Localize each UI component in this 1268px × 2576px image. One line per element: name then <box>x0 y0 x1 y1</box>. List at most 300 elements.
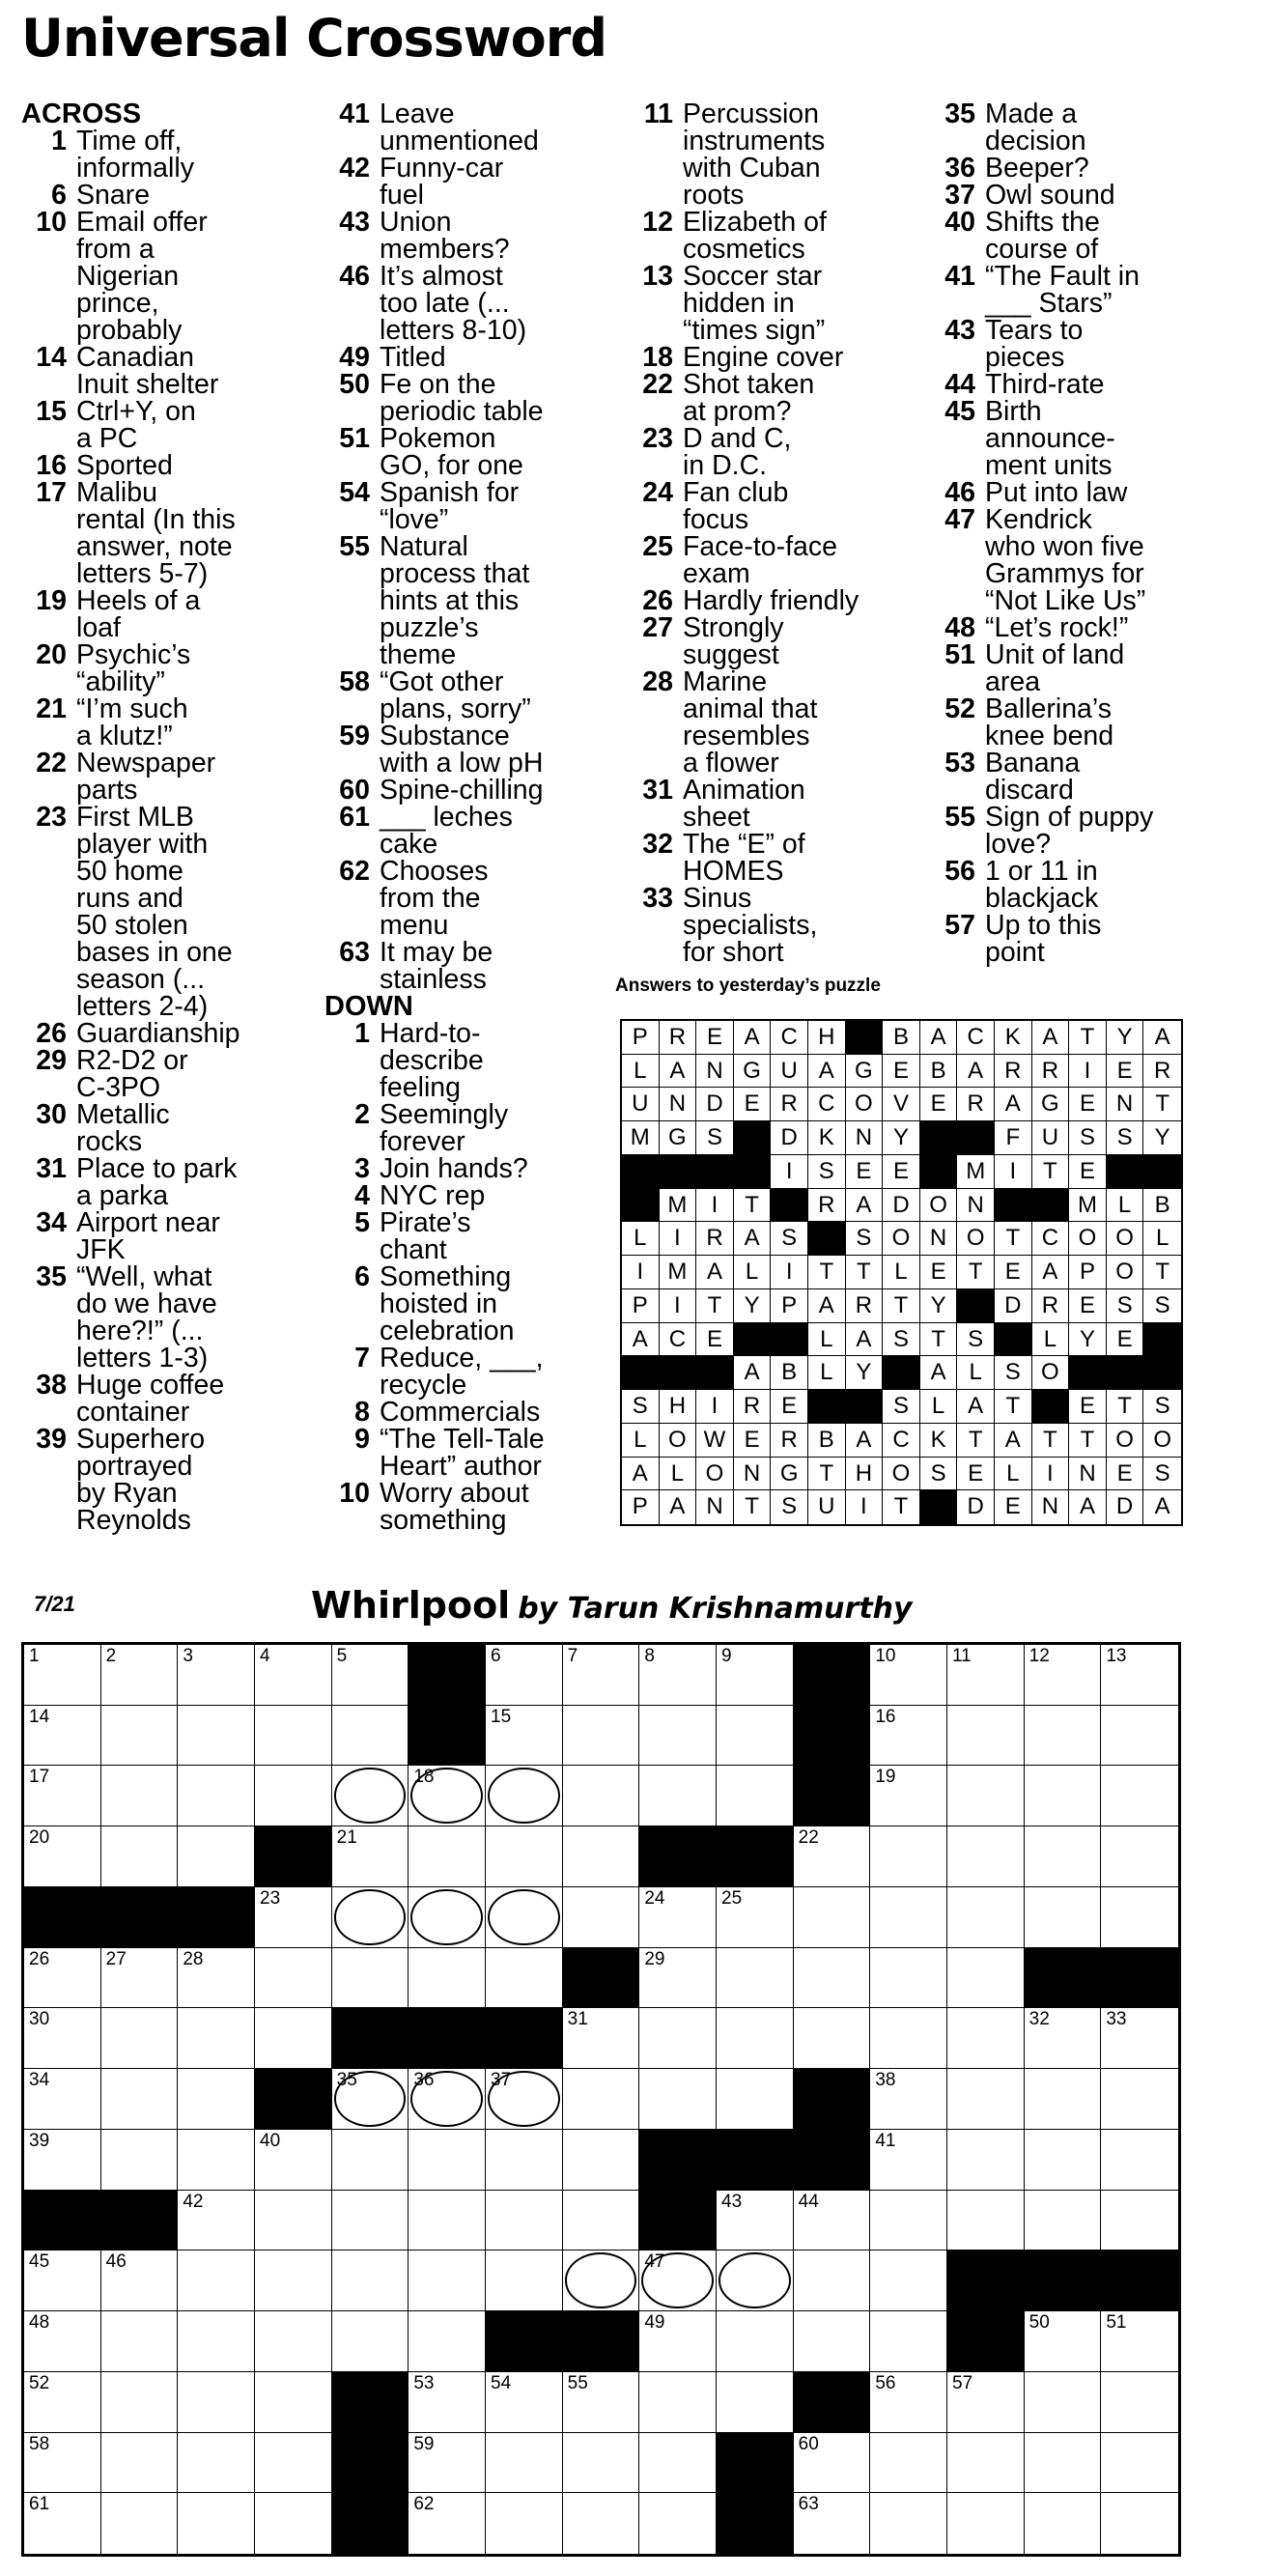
answer-cell: Y <box>920 1289 958 1323</box>
clue-item <box>21 1209 316 1263</box>
grid-cell[interactable] <box>1101 2493 1178 2554</box>
grid-block <box>563 2311 640 2372</box>
grid-cell[interactable] <box>486 1766 563 1826</box>
grid-cell[interactable] <box>255 2372 332 2433</box>
grid-cell[interactable] <box>1101 1826 1178 1887</box>
grid-cell[interactable] <box>101 1645 179 1706</box>
grid-cell[interactable] <box>178 2008 255 2069</box>
grid-cell[interactable] <box>639 2433 717 2494</box>
grid-cell[interactable] <box>947 2069 1025 2130</box>
clue-number: 6 <box>51 180 67 211</box>
grid-cell[interactable] <box>717 1645 794 1706</box>
grid-cell[interactable] <box>409 2493 486 2554</box>
grid-cell[interactable] <box>24 2250 101 2311</box>
grid-cell[interactable] <box>1101 1645 1178 1706</box>
grid-cell[interactable] <box>563 1766 640 1826</box>
grid-cell[interactable] <box>178 2433 255 2494</box>
grid-cell[interactable] <box>255 1766 332 1826</box>
grid-cell[interactable] <box>101 1948 179 2009</box>
grid-cell[interactable] <box>794 1887 871 1948</box>
clue-text: Time off, informally <box>76 126 194 184</box>
grid-cell[interactable] <box>563 1887 640 1948</box>
grid-cell[interactable] <box>255 2493 332 2554</box>
cell-number: 45 <box>29 2251 50 2273</box>
grid-cell[interactable] <box>717 1766 794 1826</box>
grid-cell[interactable] <box>794 2493 871 2554</box>
grid-cell[interactable] <box>332 2130 409 2191</box>
answer-cell: T <box>1143 1256 1181 1289</box>
grid-cell[interactable] <box>870 2433 947 2494</box>
grid-cell[interactable] <box>1025 2130 1102 2191</box>
grid-cell[interactable] <box>1101 2069 1178 2130</box>
clue-column-3 <box>628 100 922 966</box>
grid-cell[interactable] <box>332 2191 409 2251</box>
grid-cell[interactable] <box>24 1766 101 1826</box>
clue-item <box>628 100 922 209</box>
clue-item <box>324 263 619 344</box>
clue-text: Third-rate <box>985 369 1105 400</box>
grid-cell[interactable] <box>1101 2433 1178 2494</box>
grid-cell[interactable] <box>101 2311 179 2372</box>
clue-number: 7 <box>354 1343 370 1373</box>
grid-cell[interactable] <box>1025 2069 1102 2130</box>
answer-cell: C <box>1032 1222 1070 1256</box>
cell-number: 52 <box>29 2372 50 2393</box>
grid-block <box>794 1706 871 1767</box>
grid-cell[interactable] <box>947 2372 1025 2433</box>
clue-item <box>930 155 1258 182</box>
grid-cell[interactable] <box>332 1706 409 1767</box>
grid-cell[interactable] <box>870 2250 947 2311</box>
grid-cell[interactable] <box>332 2311 409 2372</box>
grid-cell[interactable] <box>1025 1706 1102 1767</box>
grid-cell[interactable] <box>409 2069 486 2130</box>
grid-cell[interactable] <box>255 1706 332 1767</box>
grid-cell[interactable] <box>486 1948 563 2009</box>
grid-cell[interactable] <box>332 2069 409 2130</box>
grid-cell[interactable] <box>1101 1887 1178 1948</box>
clue-number: 51 <box>944 639 975 670</box>
clue-item <box>930 804 1258 858</box>
grid-cell[interactable] <box>639 1706 717 1767</box>
grid-cell[interactable] <box>409 1826 486 1887</box>
answer-cell: G <box>771 1458 808 1491</box>
grid-cell[interactable] <box>24 1645 101 1706</box>
clue-number: 12 <box>642 207 673 238</box>
grid-cell[interactable] <box>947 2493 1025 2554</box>
grid-cell[interactable] <box>794 2311 871 2372</box>
clue-text: Fan club focus <box>683 477 789 535</box>
answer-cell: R <box>1143 1055 1181 1089</box>
grid-cell[interactable] <box>24 2130 101 2191</box>
grid-cell[interactable] <box>101 2433 179 2494</box>
cell-number: 15 <box>491 1706 512 1727</box>
clue-text: Birth announce- ment units <box>985 396 1115 481</box>
grid-cell[interactable] <box>794 2433 871 2494</box>
grid-cell[interactable] <box>409 1887 486 1948</box>
answer-cell: A <box>1154 1493 1170 1520</box>
grid-cell[interactable] <box>332 1948 409 2009</box>
grid-cell[interactable] <box>639 1766 717 1826</box>
grid-cell[interactable] <box>255 2130 332 2191</box>
grid-cell[interactable] <box>870 2493 947 2554</box>
grid-cell[interactable] <box>486 2372 563 2433</box>
grid-cell[interactable] <box>947 2130 1025 2191</box>
clue-item <box>628 668 922 777</box>
grid-cell[interactable] <box>870 2130 947 2191</box>
grid-cell[interactable] <box>409 2130 486 2191</box>
grid-cell[interactable] <box>486 1645 563 1706</box>
answer-cell: E <box>1107 1458 1144 1491</box>
answer-cell: O <box>1107 1424 1144 1458</box>
clue-text: NYC rep <box>380 1180 486 1211</box>
grid-cell[interactable] <box>870 2372 947 2433</box>
answer-cell: M <box>957 1155 995 1189</box>
answer-cell: L <box>1143 1222 1181 1256</box>
grid-cell[interactable] <box>794 2008 871 2069</box>
answer-block <box>920 1155 958 1189</box>
grid-cell[interactable] <box>486 2493 563 2554</box>
grid-cell[interactable] <box>794 2191 871 2251</box>
grid-cell[interactable] <box>101 2493 179 2554</box>
grid-cell[interactable] <box>563 2130 640 2191</box>
grid-cell[interactable] <box>639 2372 717 2433</box>
grid-cell[interactable] <box>639 2493 717 2554</box>
grid-cell[interactable] <box>717 2008 794 2069</box>
grid-cell[interactable] <box>332 1826 409 1887</box>
grid-cell[interactable] <box>1101 2130 1178 2191</box>
grid-cell[interactable] <box>101 1706 179 1767</box>
clue-number: 5 <box>354 1207 370 1238</box>
grid-cell[interactable] <box>24 1706 101 1767</box>
grid-cell[interactable] <box>486 2433 563 2494</box>
grid-cell[interactable] <box>717 2069 794 2130</box>
grid-cell[interactable] <box>24 2372 101 2433</box>
answer-cell: T <box>808 1458 846 1491</box>
grid-block <box>332 2008 409 2069</box>
grid-cell[interactable] <box>717 2250 794 2311</box>
grid-cell[interactable] <box>870 1887 947 1948</box>
grid-block <box>1101 2250 1178 2311</box>
grid-cell[interactable] <box>101 2372 179 2433</box>
grid-cell[interactable] <box>870 1645 947 1706</box>
grid-cell[interactable] <box>1025 2311 1102 2372</box>
grid-cell[interactable] <box>332 1766 409 1826</box>
grid-cell[interactable] <box>486 1706 563 1767</box>
grid-cell[interactable] <box>870 2008 947 2069</box>
clue-item <box>930 263 1258 317</box>
answer-cell: I <box>771 1256 808 1289</box>
puzzle-author: by Tarun Krishnamurthy <box>518 1592 913 1626</box>
clue-text: Leave unmentioned <box>380 99 539 156</box>
grid-cell[interactable] <box>1025 2433 1102 2494</box>
grid-cell[interactable] <box>1025 1766 1102 1826</box>
clue-number: 28 <box>642 666 673 697</box>
grid-cell[interactable] <box>178 1706 255 1767</box>
answer-cell: A <box>622 1458 660 1491</box>
grid-cell[interactable] <box>1101 2311 1178 2372</box>
clue-number: 50 <box>339 369 370 400</box>
answer-cell: P <box>622 1490 660 1524</box>
answer-cell: Y <box>1069 1323 1107 1357</box>
grid-cell[interactable] <box>639 2250 717 2311</box>
grid-block <box>101 2191 179 2251</box>
grid-cell[interactable] <box>563 2493 640 2554</box>
grid-cell[interactable] <box>101 2069 179 2130</box>
grid-cell[interactable] <box>717 1706 794 1767</box>
grid-cell[interactable] <box>178 2372 255 2433</box>
grid-cell[interactable] <box>639 1887 717 1948</box>
grid-cell[interactable] <box>24 2069 101 2130</box>
clue-column-1 <box>21 100 316 1534</box>
grid-cell[interactable] <box>563 2069 640 2130</box>
grid-cell[interactable] <box>717 2372 794 2433</box>
grid-cell[interactable] <box>178 2130 255 2191</box>
answer-cell: A <box>660 1055 697 1089</box>
grid-cell[interactable] <box>1025 2008 1102 2069</box>
grid-cell[interactable] <box>178 2493 255 2554</box>
clue-item <box>21 182 316 209</box>
grid-cell[interactable] <box>563 2433 640 2494</box>
grid-cell[interactable] <box>486 2130 563 2191</box>
clue-number: 3 <box>354 1153 370 1184</box>
clue-item <box>21 1101 316 1155</box>
answer-block <box>957 1121 995 1155</box>
clue-item <box>930 182 1258 209</box>
clue-item <box>930 479 1258 506</box>
clue-number: 46 <box>944 477 975 508</box>
grid-cell[interactable] <box>255 2311 332 2372</box>
clue-number: 22 <box>642 369 673 400</box>
grid-cell[interactable] <box>178 2069 255 2130</box>
cell-number: 48 <box>29 2312 50 2334</box>
grid-cell[interactable] <box>639 1948 717 2009</box>
grid-cell[interactable] <box>947 1826 1025 1887</box>
clue-text: Ctrl+Y, on a PC <box>76 396 196 454</box>
grid-cell[interactable] <box>717 2311 794 2372</box>
grid-cell[interactable] <box>563 2191 640 2251</box>
answer-block <box>1143 1323 1181 1357</box>
grid-cell[interactable] <box>409 1766 486 1826</box>
grid-cell[interactable] <box>332 1887 409 1948</box>
answer-cell: E <box>995 1490 1032 1524</box>
grid-cell[interactable] <box>717 1887 794 1948</box>
grid-cell[interactable] <box>486 2191 563 2251</box>
clue-item <box>324 100 619 155</box>
grid-cell[interactable] <box>409 2372 486 2433</box>
grid-cell[interactable] <box>870 2311 947 2372</box>
grid-cell[interactable] <box>24 2311 101 2372</box>
grid-cell[interactable] <box>794 2250 871 2311</box>
puzzle-header <box>311 1584 913 1627</box>
cell-number: 47 <box>644 2251 665 2273</box>
grid-cell[interactable] <box>563 2250 640 2311</box>
clue-text: Commercials <box>380 1397 541 1428</box>
cell-number: 27 <box>105 1948 127 1969</box>
grid-cell[interactable] <box>332 2250 409 2311</box>
grid-cell[interactable] <box>870 2191 947 2251</box>
cell-number: 36 <box>413 2070 435 2091</box>
grid-cell[interactable] <box>870 2069 947 2130</box>
grid-cell[interactable] <box>409 2311 486 2372</box>
grid-block <box>1025 2250 1102 2311</box>
grid-cell[interactable] <box>255 2191 332 2251</box>
answer-cell: E <box>920 1088 958 1121</box>
grid-cell[interactable] <box>870 1826 947 1887</box>
grid-cell[interactable] <box>255 2433 332 2494</box>
grid-cell[interactable] <box>178 1826 255 1887</box>
clue-number: 41 <box>339 99 370 129</box>
grid-cell[interactable] <box>409 2433 486 2494</box>
grid-cell[interactable] <box>1025 1887 1102 1948</box>
clue-number: 47 <box>944 504 975 535</box>
grid-cell[interactable] <box>870 1766 947 1826</box>
grid-cell[interactable] <box>178 1645 255 1706</box>
grid-cell[interactable] <box>639 2311 717 2372</box>
grid-cell[interactable] <box>870 1948 947 2009</box>
clue-number: 43 <box>944 315 975 346</box>
grid-cell[interactable] <box>24 1948 101 2009</box>
answers-label: Answers to yesterday’s puzzle <box>615 976 881 996</box>
clue-text: Reduce, ___, recycle <box>380 1343 544 1401</box>
cell-number: 1 <box>29 1646 40 1666</box>
clue-item <box>21 1155 316 1209</box>
answer-cell: I <box>1032 1458 1070 1491</box>
answer-cell: A <box>734 1222 772 1256</box>
grid-block <box>409 2008 486 2069</box>
grid-cell[interactable] <box>947 1645 1025 1706</box>
clue-item <box>324 1480 619 1534</box>
grid-cell[interactable] <box>178 1948 255 2009</box>
clue-text: Up to this point <box>985 910 1102 968</box>
grid-cell[interactable] <box>178 2191 255 2251</box>
grid-cell[interactable] <box>639 1645 717 1706</box>
grid-cell[interactable] <box>101 1766 179 1826</box>
answer-cell: D <box>1107 1490 1144 1524</box>
grid-cell[interactable] <box>794 1826 871 1887</box>
clue-text: Union members? <box>380 207 510 265</box>
grid-cell[interactable] <box>409 2191 486 2251</box>
grid-cell[interactable] <box>486 1887 563 1948</box>
grid-cell[interactable] <box>563 2008 640 2069</box>
grid-cell[interactable] <box>1025 1826 1102 1887</box>
clue-text: The “E” of HOMES <box>683 829 805 887</box>
grid-cell[interactable] <box>1101 2372 1178 2433</box>
grid-cell[interactable] <box>101 2008 179 2069</box>
grid-cell[interactable] <box>639 2008 717 2069</box>
grid-cell[interactable] <box>947 1706 1025 1767</box>
answer-cell: A <box>846 1323 884 1357</box>
grid-cell[interactable] <box>101 1826 179 1887</box>
cell-number: 23 <box>260 1887 281 1909</box>
grid-cell[interactable] <box>255 1887 332 1948</box>
answer-cell: A <box>920 1356 958 1390</box>
circle-marker <box>410 1889 483 1945</box>
grid-cell[interactable] <box>255 1645 332 1706</box>
answer-cell: I <box>696 1189 734 1223</box>
grid-cell[interactable] <box>409 2250 486 2311</box>
grid-cell[interactable] <box>1101 2191 1178 2251</box>
clue-text: “Well, what do we have here?!” (... letters 1-3) <box>76 1261 217 1373</box>
cell-number: 59 <box>413 2433 435 2454</box>
grid-cell[interactable] <box>101 2130 179 2191</box>
grid-cell[interactable] <box>1025 2372 1102 2433</box>
grid-cell[interactable] <box>486 1826 563 1887</box>
grid-cell[interactable] <box>717 1948 794 2009</box>
grid-cell[interactable] <box>1025 1645 1102 1706</box>
cell-number: 22 <box>798 1827 819 1849</box>
grid-cell[interactable] <box>1025 2493 1102 2554</box>
grid-cell[interactable] <box>947 1887 1025 1948</box>
grid-cell[interactable] <box>563 1826 640 1887</box>
answer-cell: F <box>995 1121 1032 1155</box>
grid-block <box>409 1706 486 1767</box>
answer-cell: A <box>808 1289 846 1323</box>
clue-number: 4 <box>354 1180 370 1211</box>
grid-cell[interactable] <box>1101 1706 1178 1767</box>
answer-cell: Y <box>846 1356 884 1390</box>
grid-cell[interactable] <box>24 1826 101 1887</box>
answer-cell: N <box>1069 1458 1107 1491</box>
grid-cell[interactable] <box>255 1948 332 2009</box>
grid-cell[interactable] <box>870 1706 947 1767</box>
grid-block <box>332 2372 409 2433</box>
answer-block <box>883 1356 920 1390</box>
answer-block <box>808 1222 846 1256</box>
grid-cell[interactable] <box>178 2250 255 2311</box>
clue-text: Worry about something <box>380 1478 529 1536</box>
grid-cell[interactable] <box>486 2250 563 2311</box>
grid-block <box>255 2069 332 2130</box>
grid-cell[interactable] <box>486 2069 563 2130</box>
grid-cell[interactable] <box>24 2493 101 2554</box>
clue-number: 38 <box>36 1370 67 1401</box>
grid-cell[interactable] <box>24 2433 101 2494</box>
clue-text: Animation sheet <box>683 775 805 833</box>
clue-item <box>628 263 922 344</box>
grid-block <box>794 2372 871 2433</box>
grid-cell[interactable] <box>947 1766 1025 1826</box>
cell-number: 50 <box>1028 2312 1050 2334</box>
grid-cell[interactable] <box>101 2250 179 2311</box>
grid-cell[interactable] <box>332 1645 409 1706</box>
grid-cell[interactable] <box>717 2191 794 2251</box>
clue-text: Face-to-face exam <box>683 531 837 589</box>
grid-cell[interactable] <box>178 1766 255 1826</box>
grid-cell[interactable] <box>409 1948 486 2009</box>
answer-block <box>1032 1390 1070 1424</box>
grid-cell[interactable] <box>947 2433 1025 2494</box>
grid-cell[interactable] <box>255 2250 332 2311</box>
grid-cell[interactable] <box>563 1645 640 1706</box>
grid-cell[interactable] <box>1101 2008 1178 2069</box>
grid-cell[interactable] <box>639 2069 717 2130</box>
grid-cell[interactable] <box>178 2311 255 2372</box>
grid-cell[interactable] <box>947 2008 1025 2069</box>
grid-cell[interactable] <box>1025 2191 1102 2251</box>
answer-cell: K <box>808 1121 846 1155</box>
grid-cell[interactable] <box>563 2372 640 2433</box>
grid-cell[interactable] <box>563 1706 640 1767</box>
grid-cell[interactable] <box>947 1948 1025 2009</box>
grid-cell[interactable] <box>1101 1766 1178 1826</box>
grid-cell[interactable] <box>947 2191 1025 2251</box>
clue-number: 55 <box>339 531 370 562</box>
grid-cell[interactable] <box>255 2008 332 2069</box>
grid-cell[interactable] <box>794 1948 871 2009</box>
grid-cell[interactable] <box>24 2008 101 2069</box>
answer-cell: T <box>883 1490 920 1524</box>
